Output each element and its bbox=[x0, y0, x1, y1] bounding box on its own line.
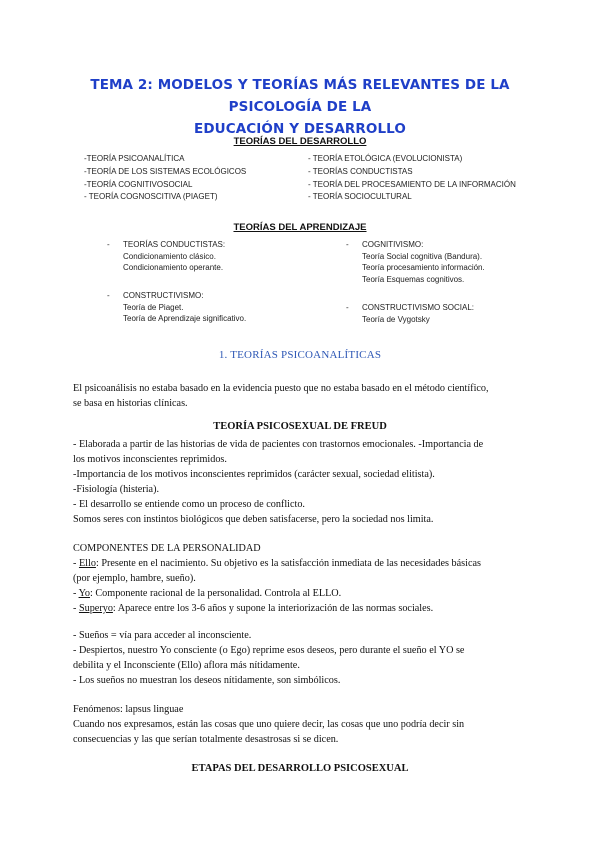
etapas-heading: ETAPAS DEL DESARROLLO PSICOSEXUAL bbox=[191, 763, 409, 774]
text-line: - Despiertos, nuestro Yo consciente (o Ego) reprime esos deseos, pero durante el sueño el YO se bbox=[73, 645, 465, 656]
list-item: -TEORÍA PSICOANALÍTICA bbox=[84, 154, 185, 163]
block-line: Teoría Esquemas cognitivos. bbox=[362, 274, 465, 284]
text-line: se basa en historias clínicas. bbox=[73, 398, 188, 409]
block-title: CONSTRUCTIVISMO: bbox=[123, 291, 204, 300]
list-item: - TEORÍA ETOLÓGICA (EVOLUCIONISTA) bbox=[308, 154, 463, 163]
list-item: -TEORÍA COGNITIVOSOCIAL bbox=[84, 179, 193, 189]
document-title bbox=[60, 74, 540, 140]
superyo-line: - Superyo: Aparece entre los 3-6 años y supone la interiorización de las normas sociales. bbox=[73, 603, 434, 614]
intro-paragraph bbox=[73, 381, 533, 411]
componentes-paragraph bbox=[73, 541, 533, 616]
text-line: - Los sueños no muestran los deseos nítidamente, son simbólicos. bbox=[73, 675, 341, 686]
text-line: debilita y el Inconsciente (Ello) aflora más nítidamente. bbox=[73, 660, 300, 671]
text-line: - Sueños = vía para acceder al inconsciente. bbox=[73, 630, 252, 641]
block-line: Teoría Social cognitiva (Bandura). bbox=[362, 251, 483, 261]
superyo-term: Superyo bbox=[78, 603, 113, 614]
block-title: COGNITIVISMO: bbox=[362, 240, 424, 249]
text-line: Fenómenos: lapsus linguae bbox=[73, 704, 184, 715]
suenos-paragraph bbox=[73, 628, 533, 688]
desarrollo-right-list bbox=[308, 153, 516, 204]
freud-paragraph bbox=[73, 437, 533, 527]
ello-term: Ello bbox=[78, 558, 96, 569]
list-item: - TEORÍA COGNOSCITIVA (PIAGET) bbox=[84, 192, 218, 202]
componentes-heading: COMPONENTES DE LA PERSONALIDAD bbox=[73, 543, 261, 554]
text-line: Cuando nos expresamos, están las cosas que uno quiere decir, las cosas que uno podría decir sin bbox=[73, 719, 465, 730]
block-line: Condicionamiento clásico. bbox=[123, 251, 216, 261]
block-line: Teoría procesamiento información. bbox=[362, 263, 485, 273]
lapsus-paragraph bbox=[73, 702, 533, 747]
document-page: TEMA 2: MODELOS Y TEORÍAS MÁS RELEVANTES DE LA PSICOLOGÍA DE LA EDUCACIÓN Y DESARROLLO TEORÍAS DEL DESARROLLO -TEORÍA PSICOANALÍTICA -TEORÍA DE LOS SISTEMAS ECOLÓGICOS -TEORÍA COGNITIVOSOCIAL - TEORÍA COGNOSCITIVA (PIAGET) - TEORÍA ETOLÓGICA (EVOLUCIONISTA) - TEORÍAS CONDUCTISTAS - TEORÍA DEL PROCESAMIENTO DE LA INFORMACIÓN - TEORÍA SOCIOCULTURAL TEORÍAS DEL APRENDIZAJE - TEORÍAS CONDUCTISTAS: Condicionamiento clásico. Condicionamiento operante. - COGNITIVISMO: Teoría Social cognitiva (Bandura). Teoría procesamiento información. Teoría Esquemas cognitivos. - CONSTRUCTIVISMO: Teoría de Piaget. Teoría de Aprendizaje significativo. - CONSTRUCTIVISMO SOCIAL: Teoría de Vygotsky 1. TEORÍAS PSICOANALÍTICAS El psicoanálisis no estaba basado en la evidencia puesto que no estaba basado en el método científico, se basa en historias clínicas. TEORÍA PSICOSEXUAL DE FREUD - Elaborada a partir de las historias de vida de pacientes con trastornos emocionales. -Importancia de los motivos inconscientes reprimidos. -Importancia de los motivos inconscientes reprimidos (carácter sexual, sociedad elitista). -Fisiología (histeria). - El desarrollo se entiende como un proceso de conflicto. Somos seres con instintos biológicos que deben satisfacerse, pero la sociedad nos limita. COMPONENTES DE LA PERSONALIDAD - Ello: Presente en el nacimiento. Su objetivo es la satisfacción inmediata de las necesidades básicas (por ejemplo, hambre, sueño). - Yo: Componente racional de la personalidad. Controla al ELLO. - Superyo: Aparece entre los 3-6 años y supone la interiorización de las normas sociales. - Sueños = vía para acceder al inconsciente. - Despiertos, nuestro Yo consciente (o Ego) reprime esos deseos, pero durante el sueño el YO se debilita y el Inconsciente (Ello) aflora más nítidamente. - Los sueños no muestran los deseos nítidamente, son simbólicos. Fenómenos: lapsus linguae Cuando nos expresamos, están las cosas que uno quiere decir, las cosas que uno podría decir sin consecuencias y las que serían totalmente desastrosas si se dicen. ETAPAS DEL DESARROLLO PSICOSEXUAL bbox=[0, 0, 600, 848]
yo-line: - Yo: Componente racional de la personalidad. Controla al ELLO. bbox=[73, 588, 342, 599]
list-item: -TEORÍA DE LOS SISTEMAS ECOLÓGICOS bbox=[84, 166, 247, 176]
list-item: - TEORÍAS CONDUCTISTAS bbox=[308, 166, 413, 176]
block-line: Teoría de Aprendizaje significativo. bbox=[123, 314, 247, 324]
ello-line: - Ello: Presente en el nacimiento. Su objetivo es la satisfacción inmediata de las necesidades básicas bbox=[73, 558, 481, 569]
text-line: -Importancia de los motivos inconscientes reprimidos (carácter sexual, sociedad elitista). bbox=[73, 469, 435, 480]
text-line: - Elaborada a partir de las historias de vida de pacientes con trastornos emocionales. -Importancia de bbox=[73, 439, 484, 450]
text-line: El psicoanálisis no estaba basado en la evidencia puesto que no estaba basado en el método científico, bbox=[73, 383, 489, 394]
block-title: CONSTRUCTIVISMO SOCIAL: bbox=[362, 303, 475, 312]
desarrollo-heading: TEORÍAS DEL DESARROLLO bbox=[233, 136, 367, 147]
aprendizaje-heading: TEORÍAS DEL APRENDIZAJE bbox=[233, 222, 367, 233]
block-title: TEORÍAS CONDUCTISTAS: bbox=[123, 240, 226, 249]
block-line: Condicionamiento operante. bbox=[123, 263, 224, 273]
title-line-1: TEMA 2: MODELOS Y TEORÍAS MÁS RELEVANTES DE LA PSICOLOGÍA DE LA bbox=[90, 77, 510, 115]
text-line: - El desarrollo se entiende como un proceso de conflicto. bbox=[73, 499, 305, 510]
text-line: -Fisiología (histeria). bbox=[73, 484, 160, 495]
text-line: (por ejemplo, hambre, sueño). bbox=[73, 573, 196, 584]
section-heading-psicoanaliticas: 1. TEORÍAS PSICOANALÍTICAS bbox=[218, 349, 382, 361]
text-line: consecuencias y las que serían totalmente desastrosas si se dicen. bbox=[73, 734, 339, 745]
block-line: Teoría de Vygotsky bbox=[362, 314, 430, 324]
yo-term: Yo bbox=[78, 588, 90, 599]
list-item: - TEORÍA SOCIOCULTURAL bbox=[308, 192, 412, 202]
list-item: - TEORÍA DEL PROCESAMIENTO DE LA INFORMACIÓN bbox=[308, 179, 516, 189]
desarrollo-left-list bbox=[84, 153, 246, 204]
block-line: Teoría de Piaget. bbox=[123, 302, 184, 312]
title-line-2: EDUCACIÓN Y DESARROLLO bbox=[194, 121, 406, 137]
freud-heading: TEORÍA PSICOSEXUAL DE FREUD bbox=[213, 421, 387, 432]
text-line: Somos seres con instintos biológicos que deben satisfacerse, pero la sociedad nos limita. bbox=[73, 514, 434, 525]
text-line: los motivos inconscientes reprimidos. bbox=[73, 454, 227, 465]
